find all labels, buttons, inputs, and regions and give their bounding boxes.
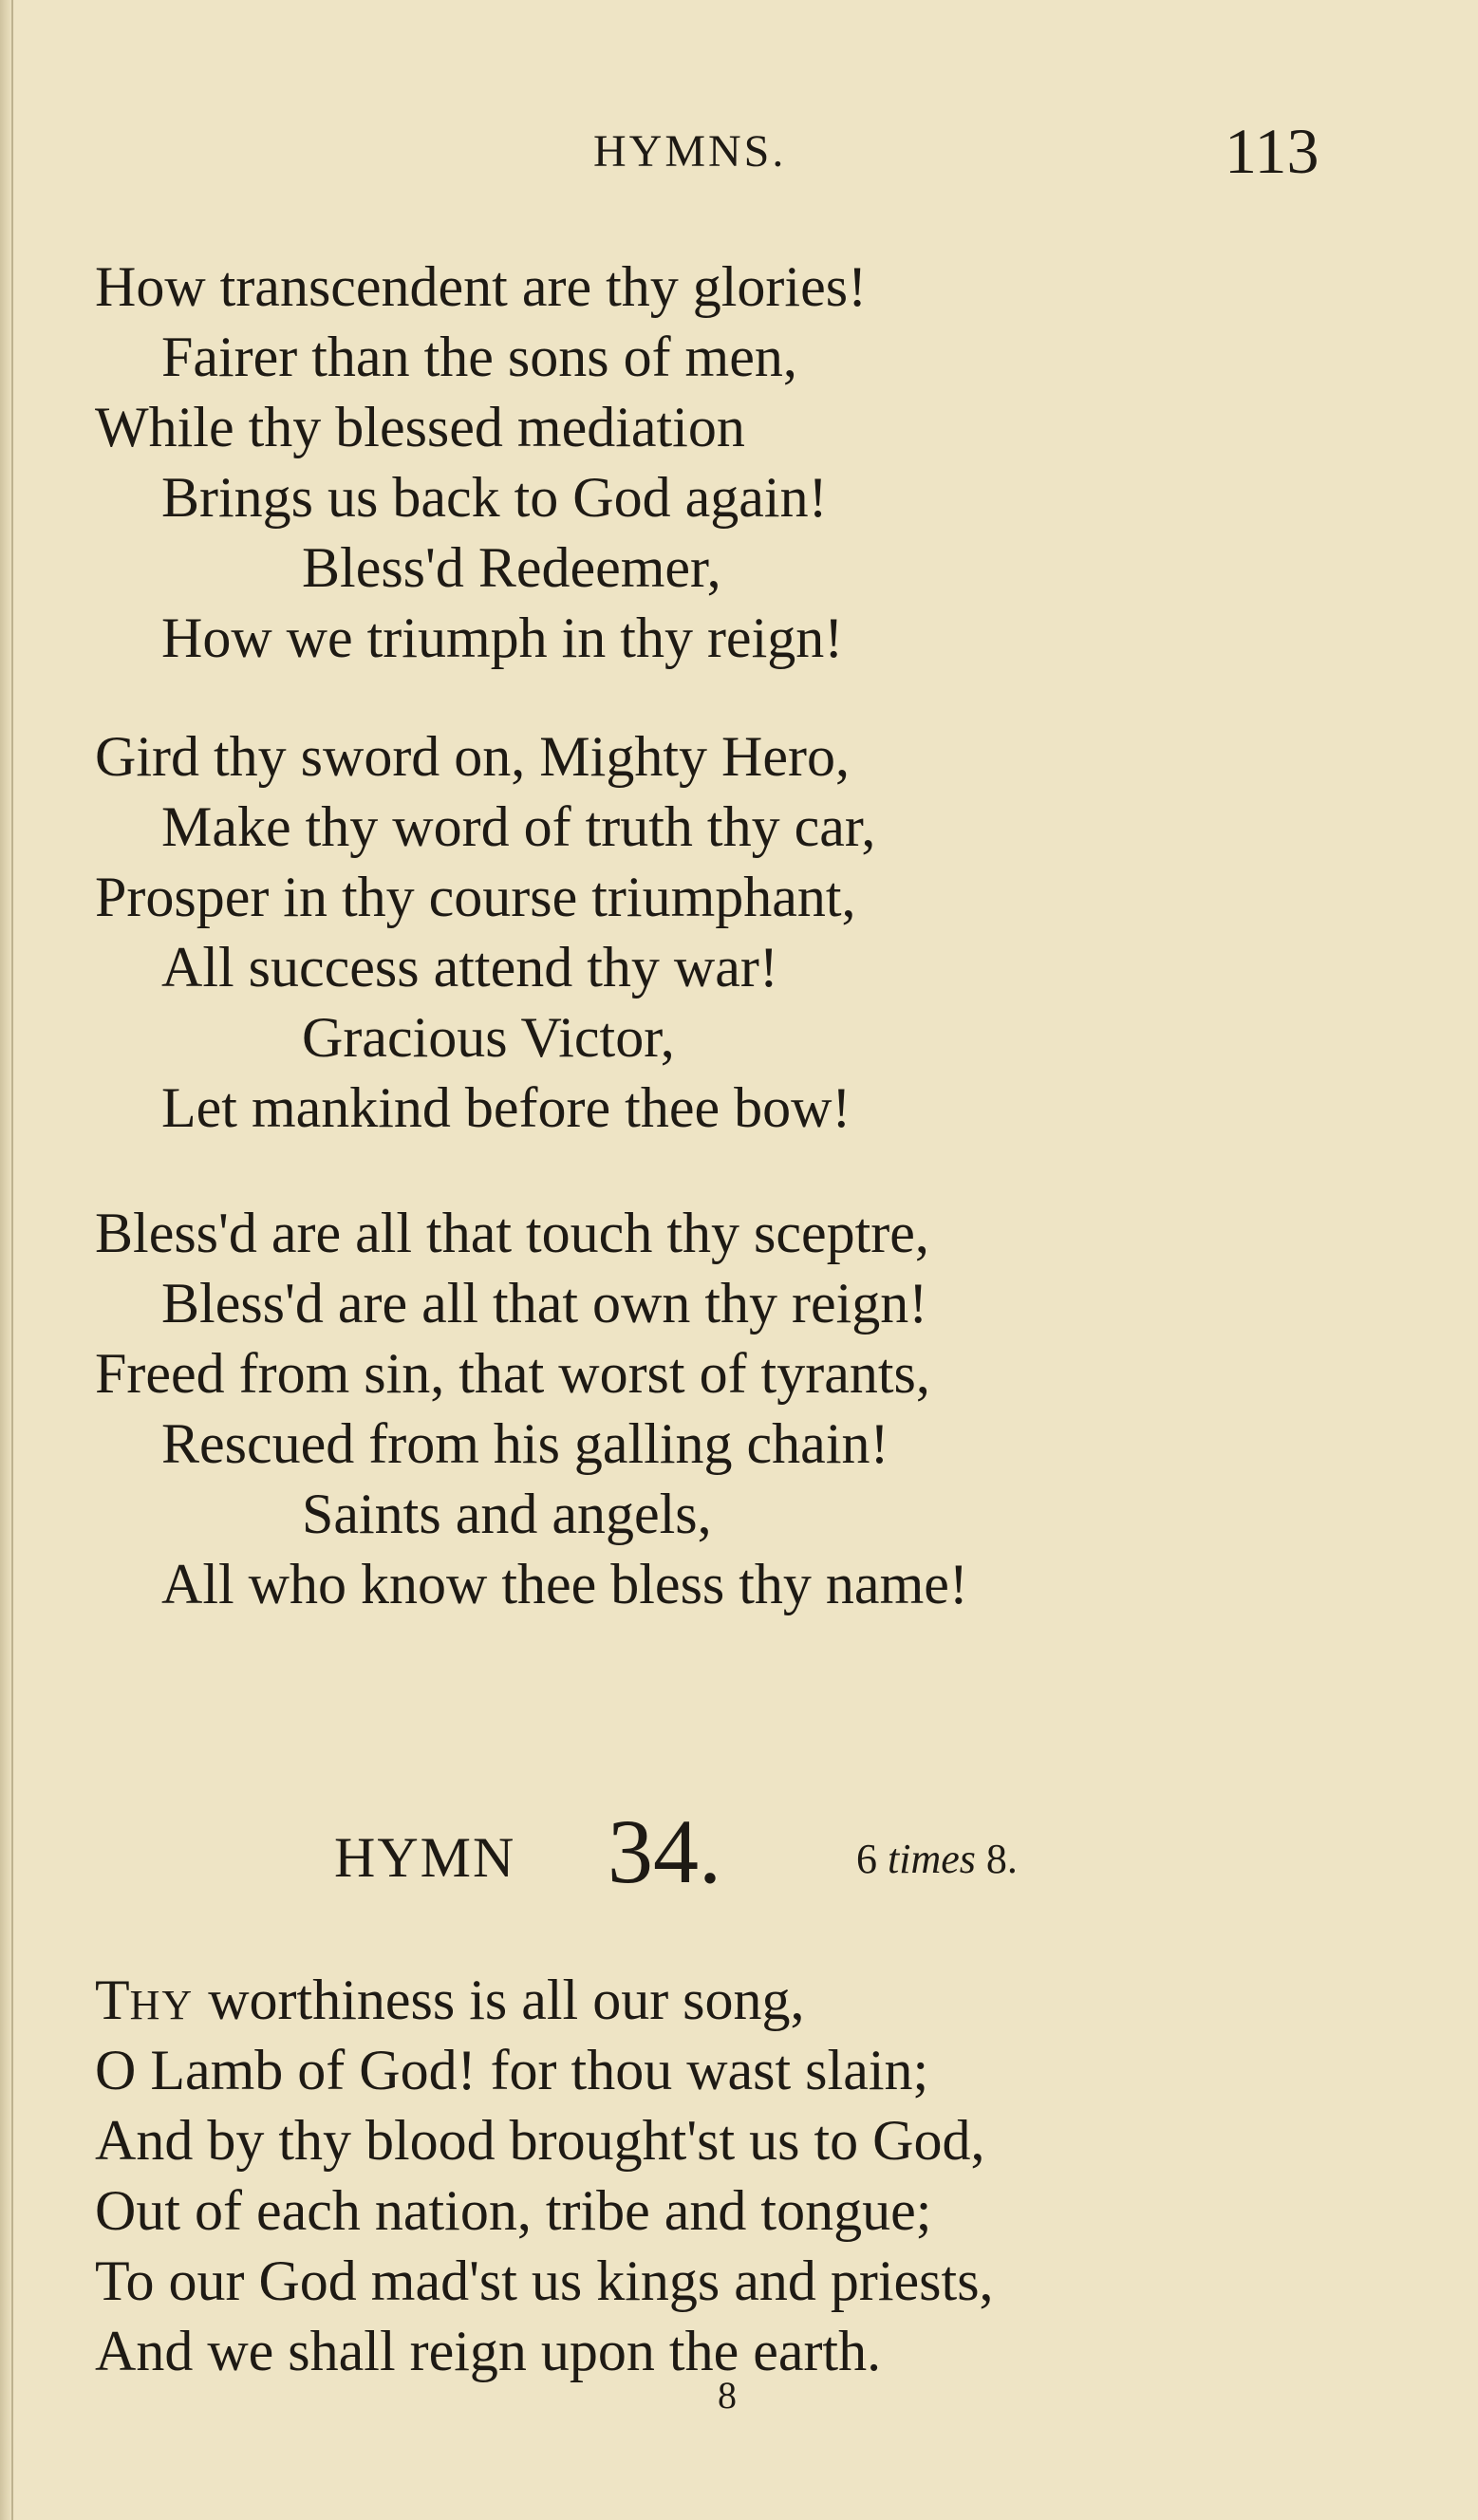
verse-line-first bbox=[95, 1965, 1443, 2035]
running-head bbox=[0, 114, 1478, 190]
verse-line: All success attend thy war! bbox=[161, 936, 778, 999]
hymn-meter bbox=[856, 1835, 1018, 1883]
drop-letter: T bbox=[95, 1969, 130, 2031]
verse-line: Gird thy sword on, Mighty Hero, bbox=[95, 725, 850, 788]
small-caps-word: HY bbox=[129, 1982, 195, 2028]
verse-line: Brings us back to God again! bbox=[161, 466, 828, 529]
verse-line: How we triumph in thy reign! bbox=[161, 607, 844, 669]
verse-line: Rescued from his galling chain! bbox=[161, 1412, 889, 1475]
first-line-rest: worthiness is all our song, bbox=[194, 1969, 805, 2031]
meter-syllables: 8. bbox=[985, 1836, 1018, 1882]
hymn-heading bbox=[0, 1799, 1478, 1903]
verse-line: Gracious Victor, bbox=[302, 1006, 675, 1069]
verse-line: How transcendent are thy glories! bbox=[95, 255, 868, 318]
verse-line: Out of each nation, tribe and tongue; bbox=[95, 2179, 932, 2242]
binding-edge-line bbox=[11, 0, 13, 2520]
verse-line: All who know thee bless thy name! bbox=[161, 1553, 968, 1615]
verse-line: Bless'd are all that touch thy sceptre, bbox=[95, 1202, 929, 1264]
hymn-label: HYMN bbox=[334, 1826, 516, 1889]
hymn-number: 34. bbox=[608, 1801, 721, 1902]
hymn-34-stanza bbox=[95, 1965, 1443, 2386]
meter-word: times bbox=[888, 1836, 976, 1882]
signature-mark: 8 bbox=[718, 2374, 737, 2417]
verse-line: Prosper in thy course triumphant, bbox=[95, 866, 856, 928]
verse-line: Make thy word of truth thy car, bbox=[161, 795, 876, 858]
verse-line: Bless'd Redeemer, bbox=[302, 536, 721, 599]
meter-count: 6 bbox=[856, 1836, 877, 1882]
verse-line: Saints and angels, bbox=[302, 1483, 712, 1545]
running-title: HYMNS. bbox=[593, 126, 787, 177]
stanza-3 bbox=[95, 1198, 1443, 1619]
verse-line: And we shall reign upon the earth. bbox=[95, 2320, 882, 2382]
verse-line: Fairer than the sons of men, bbox=[161, 326, 797, 388]
verse-line: And by thy blood brought'st us to God, bbox=[95, 2109, 985, 2172]
verse-line: Bless'd are all that own thy reign! bbox=[161, 1272, 928, 1335]
page-number: 113 bbox=[1225, 115, 1319, 187]
verse-line: To our God mad'st us kings and priests, bbox=[95, 2249, 994, 2312]
stanza-1 bbox=[95, 252, 1443, 673]
stanza-2 bbox=[95, 721, 1443, 1143]
verse-line: Freed from sin, that worst of tyrants, bbox=[95, 1342, 930, 1405]
verse-line: O Lamb of God! for thou wast slain; bbox=[95, 2039, 929, 2101]
verse-line: Let mankind before thee bow! bbox=[161, 1076, 851, 1139]
verse-line: While thy blessed mediation bbox=[95, 396, 745, 458]
